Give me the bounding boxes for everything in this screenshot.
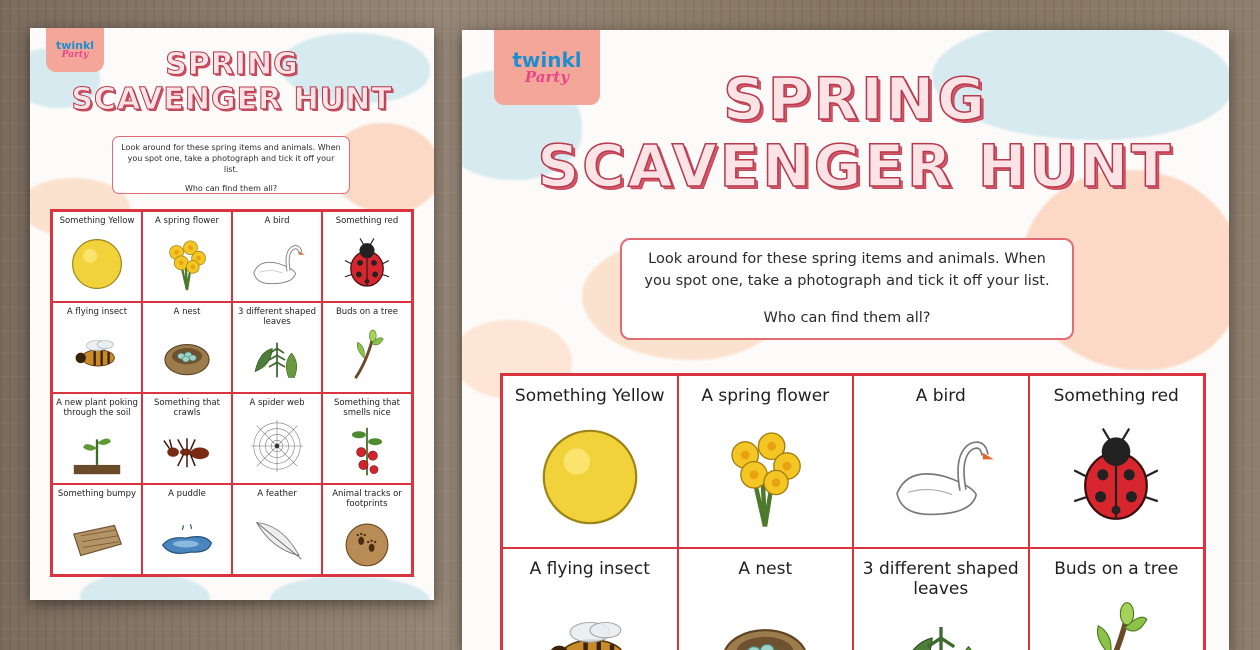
leaves-icon: [233, 327, 321, 392]
title-line-2: SCAVENGER HUNT: [502, 133, 1209, 200]
item-label: A spring flower: [153, 212, 221, 226]
buds-icon: [323, 317, 411, 392]
grid-cell: [678, 375, 854, 548]
seedling-icon: [53, 418, 141, 483]
yellow-ball-icon: [503, 406, 677, 547]
item-label: Something red: [1050, 376, 1183, 406]
swan-icon: [233, 226, 321, 301]
grid-cell: [52, 484, 142, 575]
item-label: A flying insect: [65, 303, 129, 317]
bee-icon: [503, 579, 677, 650]
puddle-icon: [143, 499, 231, 574]
ant-icon: [143, 418, 231, 483]
grid-cell: [322, 211, 412, 302]
bee-icon: [53, 317, 141, 392]
yellow-ball-icon: [53, 226, 141, 301]
grid-cell: [322, 393, 412, 484]
nest-icon: [679, 579, 853, 650]
leaves-icon: [854, 600, 1028, 650]
intro-question: Who can find them all?: [636, 307, 1058, 329]
ladybird-icon: [1030, 406, 1204, 547]
grid-cell: [142, 211, 232, 302]
item-label: Buds on a tree: [1050, 549, 1182, 579]
bark-icon: [53, 499, 141, 574]
worksheet-preview-zoom: [462, 30, 1229, 650]
page-title: [502, 66, 1209, 199]
item-label: A flying insect: [526, 549, 654, 579]
logo-main-text: twinkl: [512, 50, 581, 70]
intro-text: Look around for these spring items and animals. When you spot one, take a photograph and tick it off your list.: [121, 143, 341, 175]
item-label: 3 different shaped leaves: [854, 549, 1028, 600]
buds-icon: [1030, 579, 1204, 650]
title-line-2: SCAVENGER HUNT: [50, 83, 414, 118]
item-label: Something red: [334, 212, 401, 226]
daffodil-icon: [679, 406, 853, 547]
logo-main-text: twinkl: [56, 40, 94, 51]
grid-cell: [52, 211, 142, 302]
item-label: Buds on a tree: [334, 303, 400, 317]
item-label: Something that crawls: [143, 394, 231, 418]
item-label: Something Yellow: [58, 212, 137, 226]
item-label: A bird: [912, 376, 970, 406]
item-label: Something bumpy: [56, 485, 138, 499]
grid-cell: [678, 548, 854, 650]
decorative-blob: [270, 576, 430, 600]
ladybird-icon: [323, 226, 411, 301]
grid-cell: [232, 393, 322, 484]
grid-cell: [502, 375, 678, 548]
item-label: 3 different shaped leaves: [233, 303, 321, 327]
grid-cell: [322, 302, 412, 393]
grid-cell: [52, 302, 142, 393]
item-label: A spring flower: [697, 376, 833, 406]
intro-box: [620, 238, 1074, 340]
grid-cell: [502, 548, 678, 650]
nest-icon: [143, 317, 231, 392]
item-label: A puddle: [166, 485, 208, 499]
grid-cell: [1029, 375, 1205, 548]
grid-cell: [232, 484, 322, 575]
intro-question: Who can find them all?: [121, 184, 341, 195]
decorative-blob: [80, 573, 210, 600]
item-label: A bird: [262, 212, 291, 226]
grid-cell: [232, 302, 322, 393]
spider-web-icon: [233, 408, 321, 483]
daffodil-icon: [143, 226, 231, 301]
grid-cell: [232, 211, 322, 302]
berries-icon: [323, 418, 411, 483]
grid-cell: [142, 484, 232, 575]
intro-text: Look around for these spring items and animals. When you spot one, take a photograph and tick it off your list.: [636, 248, 1058, 293]
item-label: A feather: [255, 485, 298, 499]
grid-cell: [142, 302, 232, 393]
item-label: A spider web: [247, 394, 306, 408]
logo-sub-text: Party: [62, 51, 89, 60]
page-title: [50, 48, 414, 117]
feather-icon: [233, 499, 321, 574]
item-label: Something Yellow: [511, 376, 669, 406]
title-line-1: SPRING: [50, 48, 414, 83]
grid-cell: [142, 393, 232, 484]
grid-cell: [853, 548, 1029, 650]
item-label: A new plant poking through the soil: [53, 394, 141, 418]
swan-icon: [854, 406, 1028, 547]
worksheet-preview-full: [30, 28, 434, 600]
logo-sub-text: Party: [525, 70, 569, 85]
item-label: A nest: [172, 303, 203, 317]
grid-cell: [52, 393, 142, 484]
grid-cell: [1029, 548, 1205, 650]
scavenger-grid: [500, 373, 1206, 650]
item-label: Animal tracks or footprints: [323, 485, 411, 509]
title-line-1: SPRING: [502, 66, 1209, 133]
grid-cell: [322, 484, 412, 575]
footprints-icon: [323, 509, 411, 574]
intro-box: [112, 136, 350, 194]
scavenger-grid: [50, 209, 414, 577]
item-label: Something that smells nice: [323, 394, 411, 418]
grid-cell: [853, 375, 1029, 548]
item-label: A nest: [734, 549, 796, 579]
